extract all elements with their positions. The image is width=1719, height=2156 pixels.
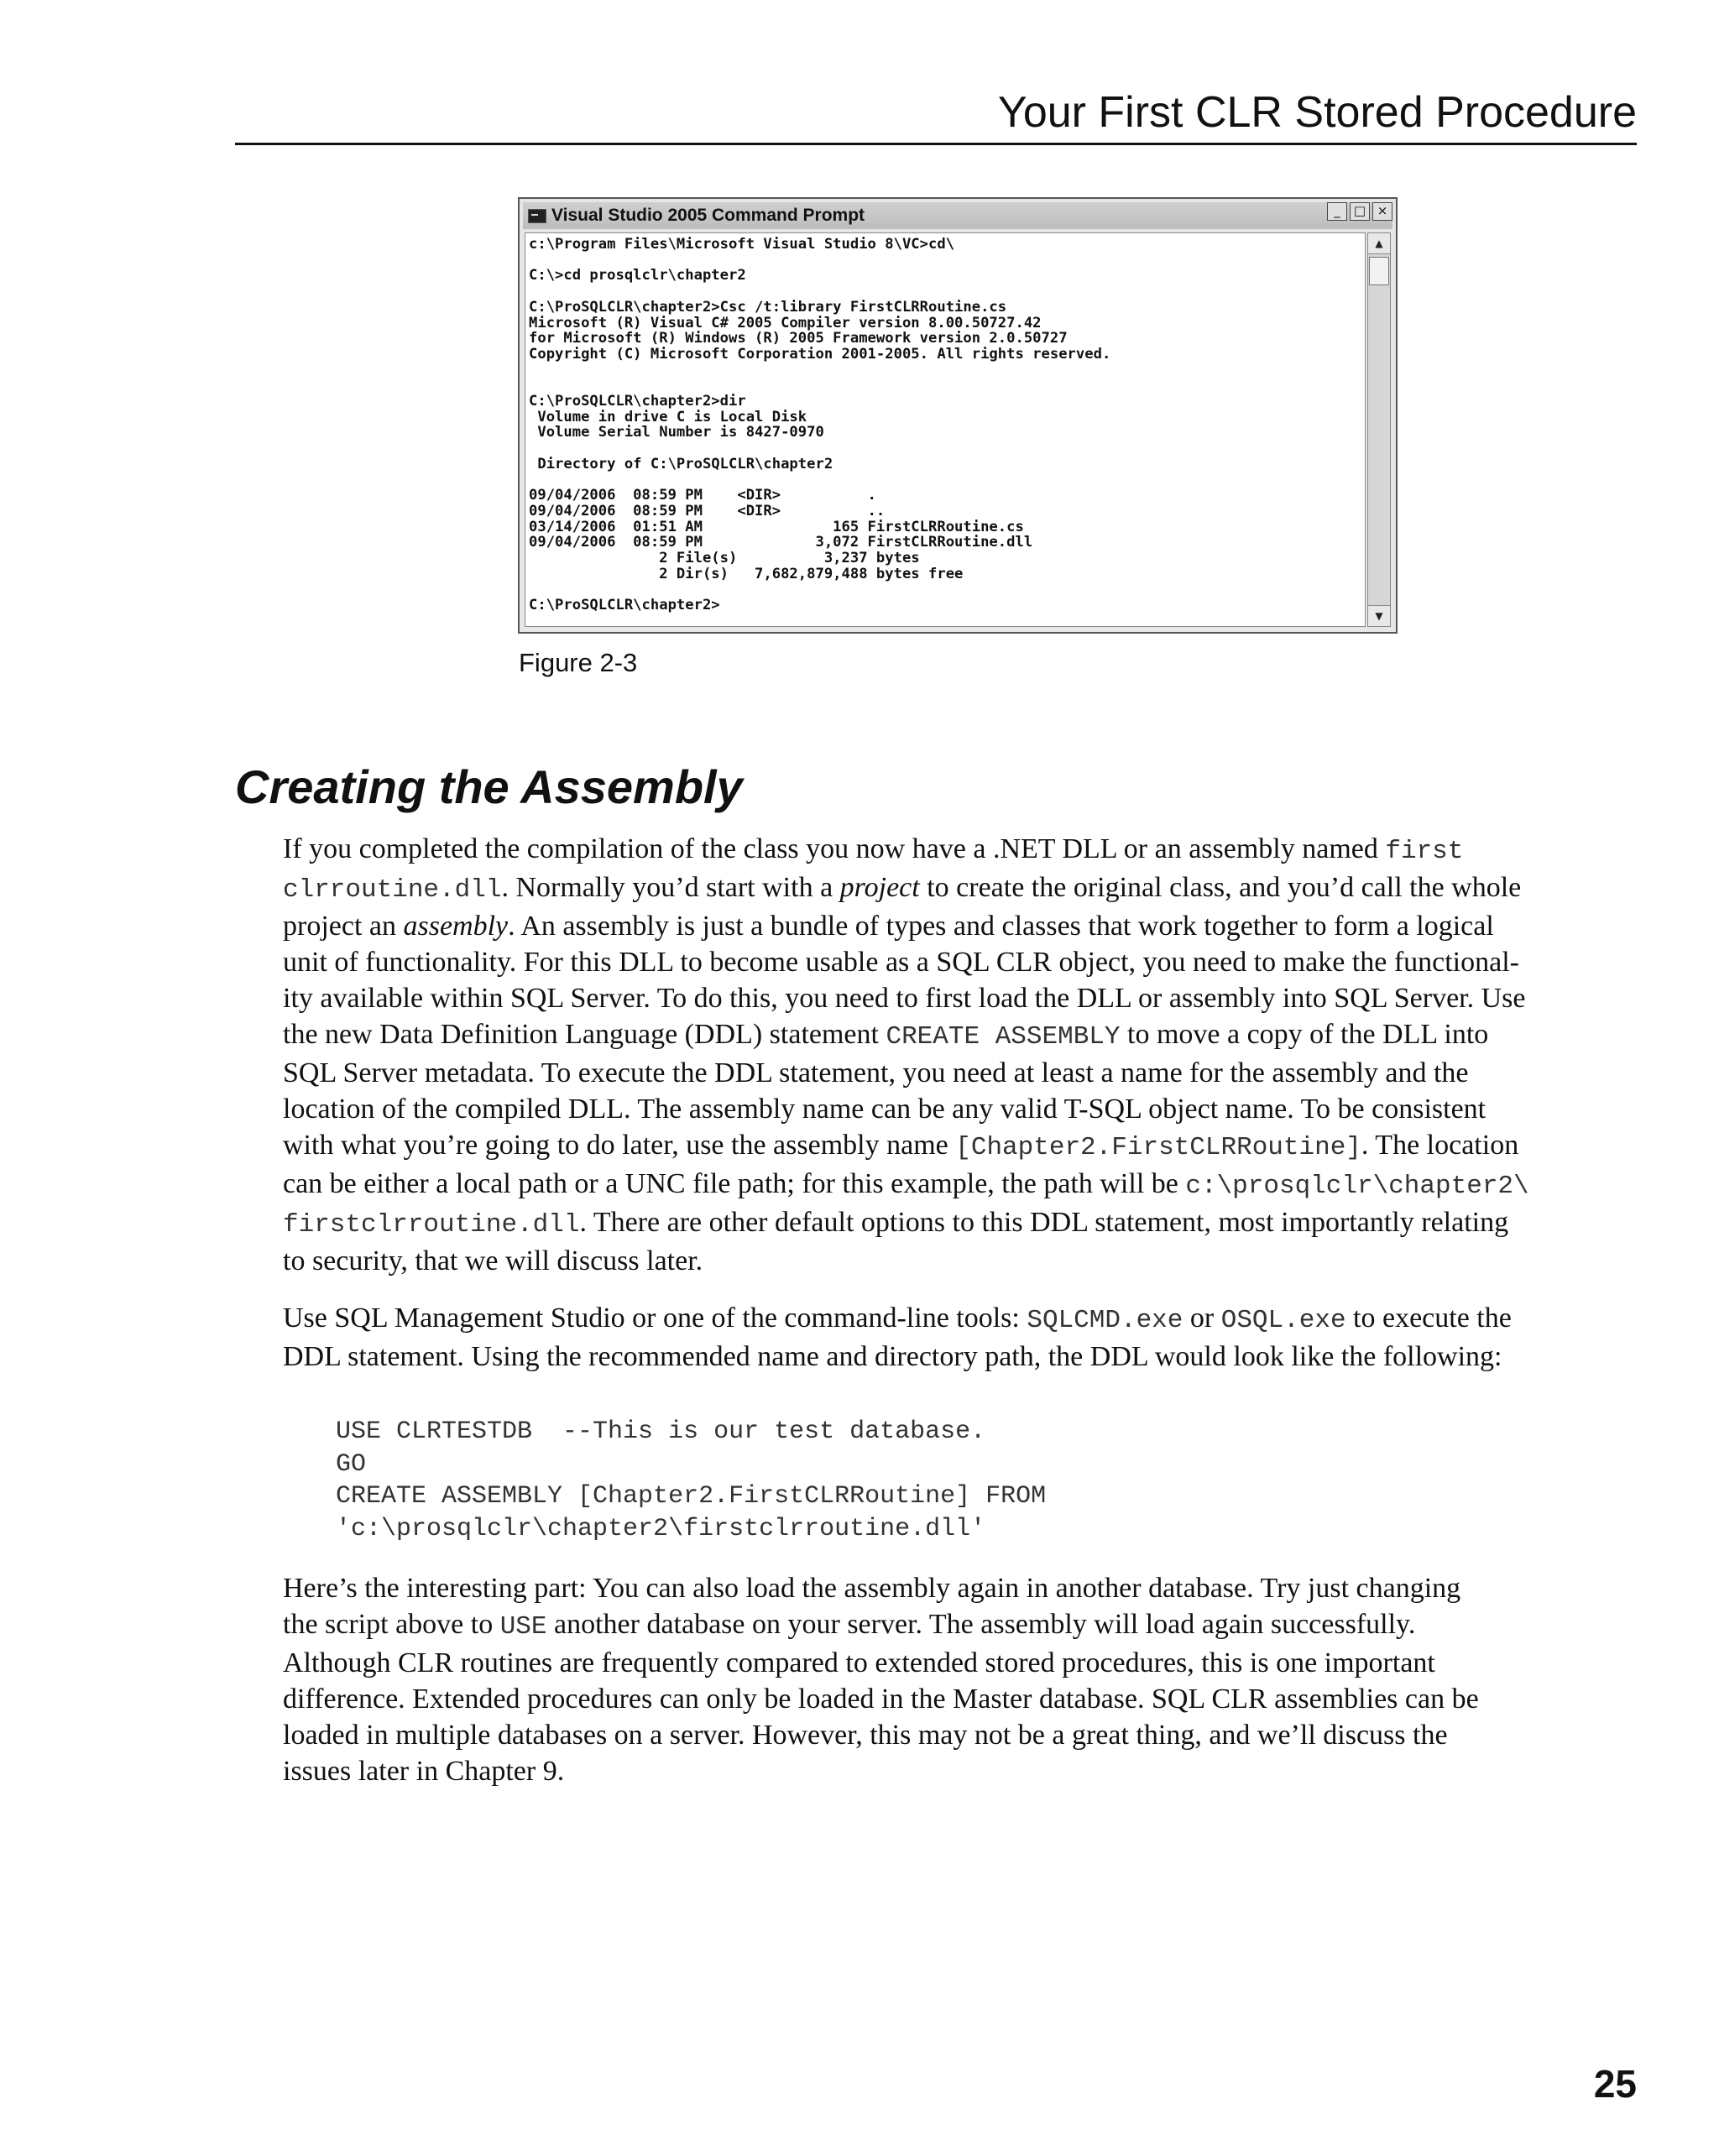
inline-code: SQLCMD.exe	[1027, 1306, 1183, 1335]
console-title: Visual Studio 2005 Command Prompt	[551, 206, 865, 225]
text-run: another database on your server. The assembly will load again successfully.	[546, 1609, 1416, 1640]
close-icon: ×	[1372, 202, 1392, 221]
text-run: with what you’re going to do later, use the assembly name	[283, 1130, 956, 1161]
console-line: 03/14/2006 01:51 AM 165 FirstCLRRoutine.cs	[529, 518, 1024, 535]
text-run: project an	[283, 911, 404, 942]
inline-code: c:\prosqlclr\chapter2\	[1185, 1172, 1529, 1201]
text-line: location of the compiled DLL. The assembly name can be any valid T-SQL object name. To be consistent	[283, 1094, 1486, 1125]
inline-code: OSQL.exe	[1220, 1306, 1346, 1335]
running-header	[235, 76, 1637, 145]
text-line: DDL statement. Using the recommended name and directory path, the DDL would look like the following:	[283, 1341, 1502, 1372]
text-run: or	[1183, 1302, 1221, 1334]
console-line: 2 File(s) 3,237 bytes	[529, 550, 920, 567]
text-line: issues later in Chapter 9.	[283, 1756, 565, 1787]
console-line: 09/04/2006 08:59 PM 3,072 FirstCLRRoutine.dll	[529, 534, 1033, 551]
text-run: Use SQL Management Studio or one of the command-line tools:	[283, 1302, 1027, 1334]
console-app-icon	[528, 209, 546, 223]
text-line	[283, 908, 1643, 944]
inline-code: first	[1385, 837, 1464, 866]
scroll-up-arrow-icon: ▲	[1368, 233, 1390, 254]
console-line: Copyright (C) Microsoft Corporation 2001-2005. All rights reserved.	[529, 345, 1111, 363]
figure-caption: Figure 2-3	[519, 648, 638, 677]
console-screen	[525, 232, 1366, 627]
text-line	[283, 1300, 1643, 1339]
text-line	[283, 831, 1643, 869]
console-line: 09/04/2006 08:59 PM <DIR> ..	[529, 502, 886, 519]
console-window-screenshot	[518, 197, 1398, 634]
text-run: can be either a local path or a UNC file path; for this example, the path will be	[283, 1168, 1186, 1199]
running-header-title: Your First CLR Stored Procedure	[997, 88, 1637, 137]
console-line: C:\ProSQLCLR\chapter2>	[529, 597, 720, 614]
text-line: Although CLR routines are frequently compared to extended stored procedures, this is one important	[283, 1647, 1435, 1678]
console-titlebar	[523, 202, 1392, 229]
maximize-icon: □	[1350, 202, 1370, 221]
code-block: USE CLRTESTDB --This is our test database. GO CREATE ASSEMBLY [Chapter2.FirstCLRRoutine] FROM 'c:\prosqlclr\chapter2\firstclrroutine.dll'	[336, 1417, 1047, 1543]
console-line: C:\>cd prosqlclr\chapter2	[529, 267, 746, 285]
inline-code: clrroutine.dll	[283, 875, 502, 905]
text-run: . There are other default options to this DDL statement, most importantly relating	[579, 1207, 1509, 1238]
window-controls	[1325, 202, 1392, 222]
text-line: unit of functionality. For this DLL to become usable as a SQL CLR object, you need to make the functional-	[283, 947, 1519, 978]
console-line: 09/04/2006 08:59 PM <DIR> .	[529, 487, 876, 504]
page-number: 25	[1593, 2062, 1637, 2106]
paragraph-1	[283, 831, 1643, 1279]
text-line: loaded in multiple databases on a server. However, this may not be a great thing, and we’ll discuss the	[283, 1720, 1448, 1751]
text-line	[283, 1606, 1643, 1645]
text-line	[283, 869, 1643, 908]
section-heading: Creating the Assembly	[235, 760, 743, 813]
scrollbar-thumb	[1369, 257, 1389, 285]
text-run: to create the original class, and you’d call the whole	[919, 872, 1522, 903]
text-run: the new Data Definition Language (DDL) statement	[283, 1019, 886, 1050]
console-line: c:\Program Files\Microsoft Visual Studio 8\VC>cd\	[529, 236, 955, 253]
console-output	[525, 233, 1365, 617]
text-line: difference. Extended procedures can only be loaded in the Master database. SQL CLR assemblies can be	[283, 1684, 1479, 1715]
text-run: to execute the	[1345, 1302, 1512, 1334]
text-run: . Normally you’d start with a	[501, 872, 840, 903]
minimize-icon: _	[1327, 202, 1347, 221]
text-line: to security, that we will discuss later.	[283, 1245, 703, 1276]
text-line: ity available within SQL Server. To do this, you need to first load the DLL or assembly into SQL Server. Use	[283, 983, 1526, 1014]
text-run: . The location	[1361, 1130, 1519, 1161]
console-line: C:\ProSQLCLR\chapter2>Csc /t:library FirstCLRRoutine.cs	[529, 298, 1007, 316]
inline-code: [Chapter2.FirstCLRRoutine]	[955, 1133, 1361, 1162]
inline-code: firstclrroutine.dll	[283, 1210, 580, 1240]
text-run: to move a copy of the DLL into	[1120, 1019, 1489, 1050]
console-line: Microsoft (R) Visual C# 2005 Compiler version 8.00.50727.42	[529, 314, 1042, 331]
console-line: Volume in drive C is Local Disk	[529, 408, 807, 425]
text-line	[283, 1127, 1643, 1166]
emphasis: assembly	[403, 911, 509, 942]
text-line	[283, 1166, 1643, 1204]
console-line: 2 Dir(s) 7,682,879,488 bytes free	[529, 565, 964, 582]
console-line: Volume Serial Number is 8427-0970	[529, 424, 824, 441]
console-line: for Microsoft (R) Windows (R) 2005 Framework version 2.0.50727	[529, 330, 1068, 347]
text-run: . An assembly is just a bundle of types and classes that work together to form a logical	[508, 911, 1494, 942]
console-line: Directory of C:\ProSQLCLR\chapter2	[529, 455, 833, 472]
console-line: C:\ProSQLCLR\chapter2>dir	[529, 393, 746, 410]
paragraph-2	[283, 1300, 1643, 1375]
inline-code: CREATE ASSEMBLY	[886, 1022, 1121, 1052]
text-line	[283, 1204, 1643, 1243]
text-line: Here’s the interesting part: You can also load the assembly again in another database. Try just changing	[283, 1573, 1461, 1604]
text-run: If you completed the compilation of the class you now have a .NET DLL or an assembly named	[283, 833, 1386, 864]
scroll-down-arrow-icon: ▼	[1368, 605, 1390, 626]
text-line: SQL Server metadata. To execute the DDL statement, you need at least a name for the assembly and the	[283, 1057, 1469, 1088]
text-line	[283, 1016, 1643, 1055]
text-run: the script above to	[283, 1609, 500, 1640]
inline-code: USE	[499, 1612, 547, 1642]
console-scrollbar	[1367, 232, 1391, 627]
emphasis: project	[839, 872, 920, 903]
paragraph-3	[283, 1570, 1643, 1789]
